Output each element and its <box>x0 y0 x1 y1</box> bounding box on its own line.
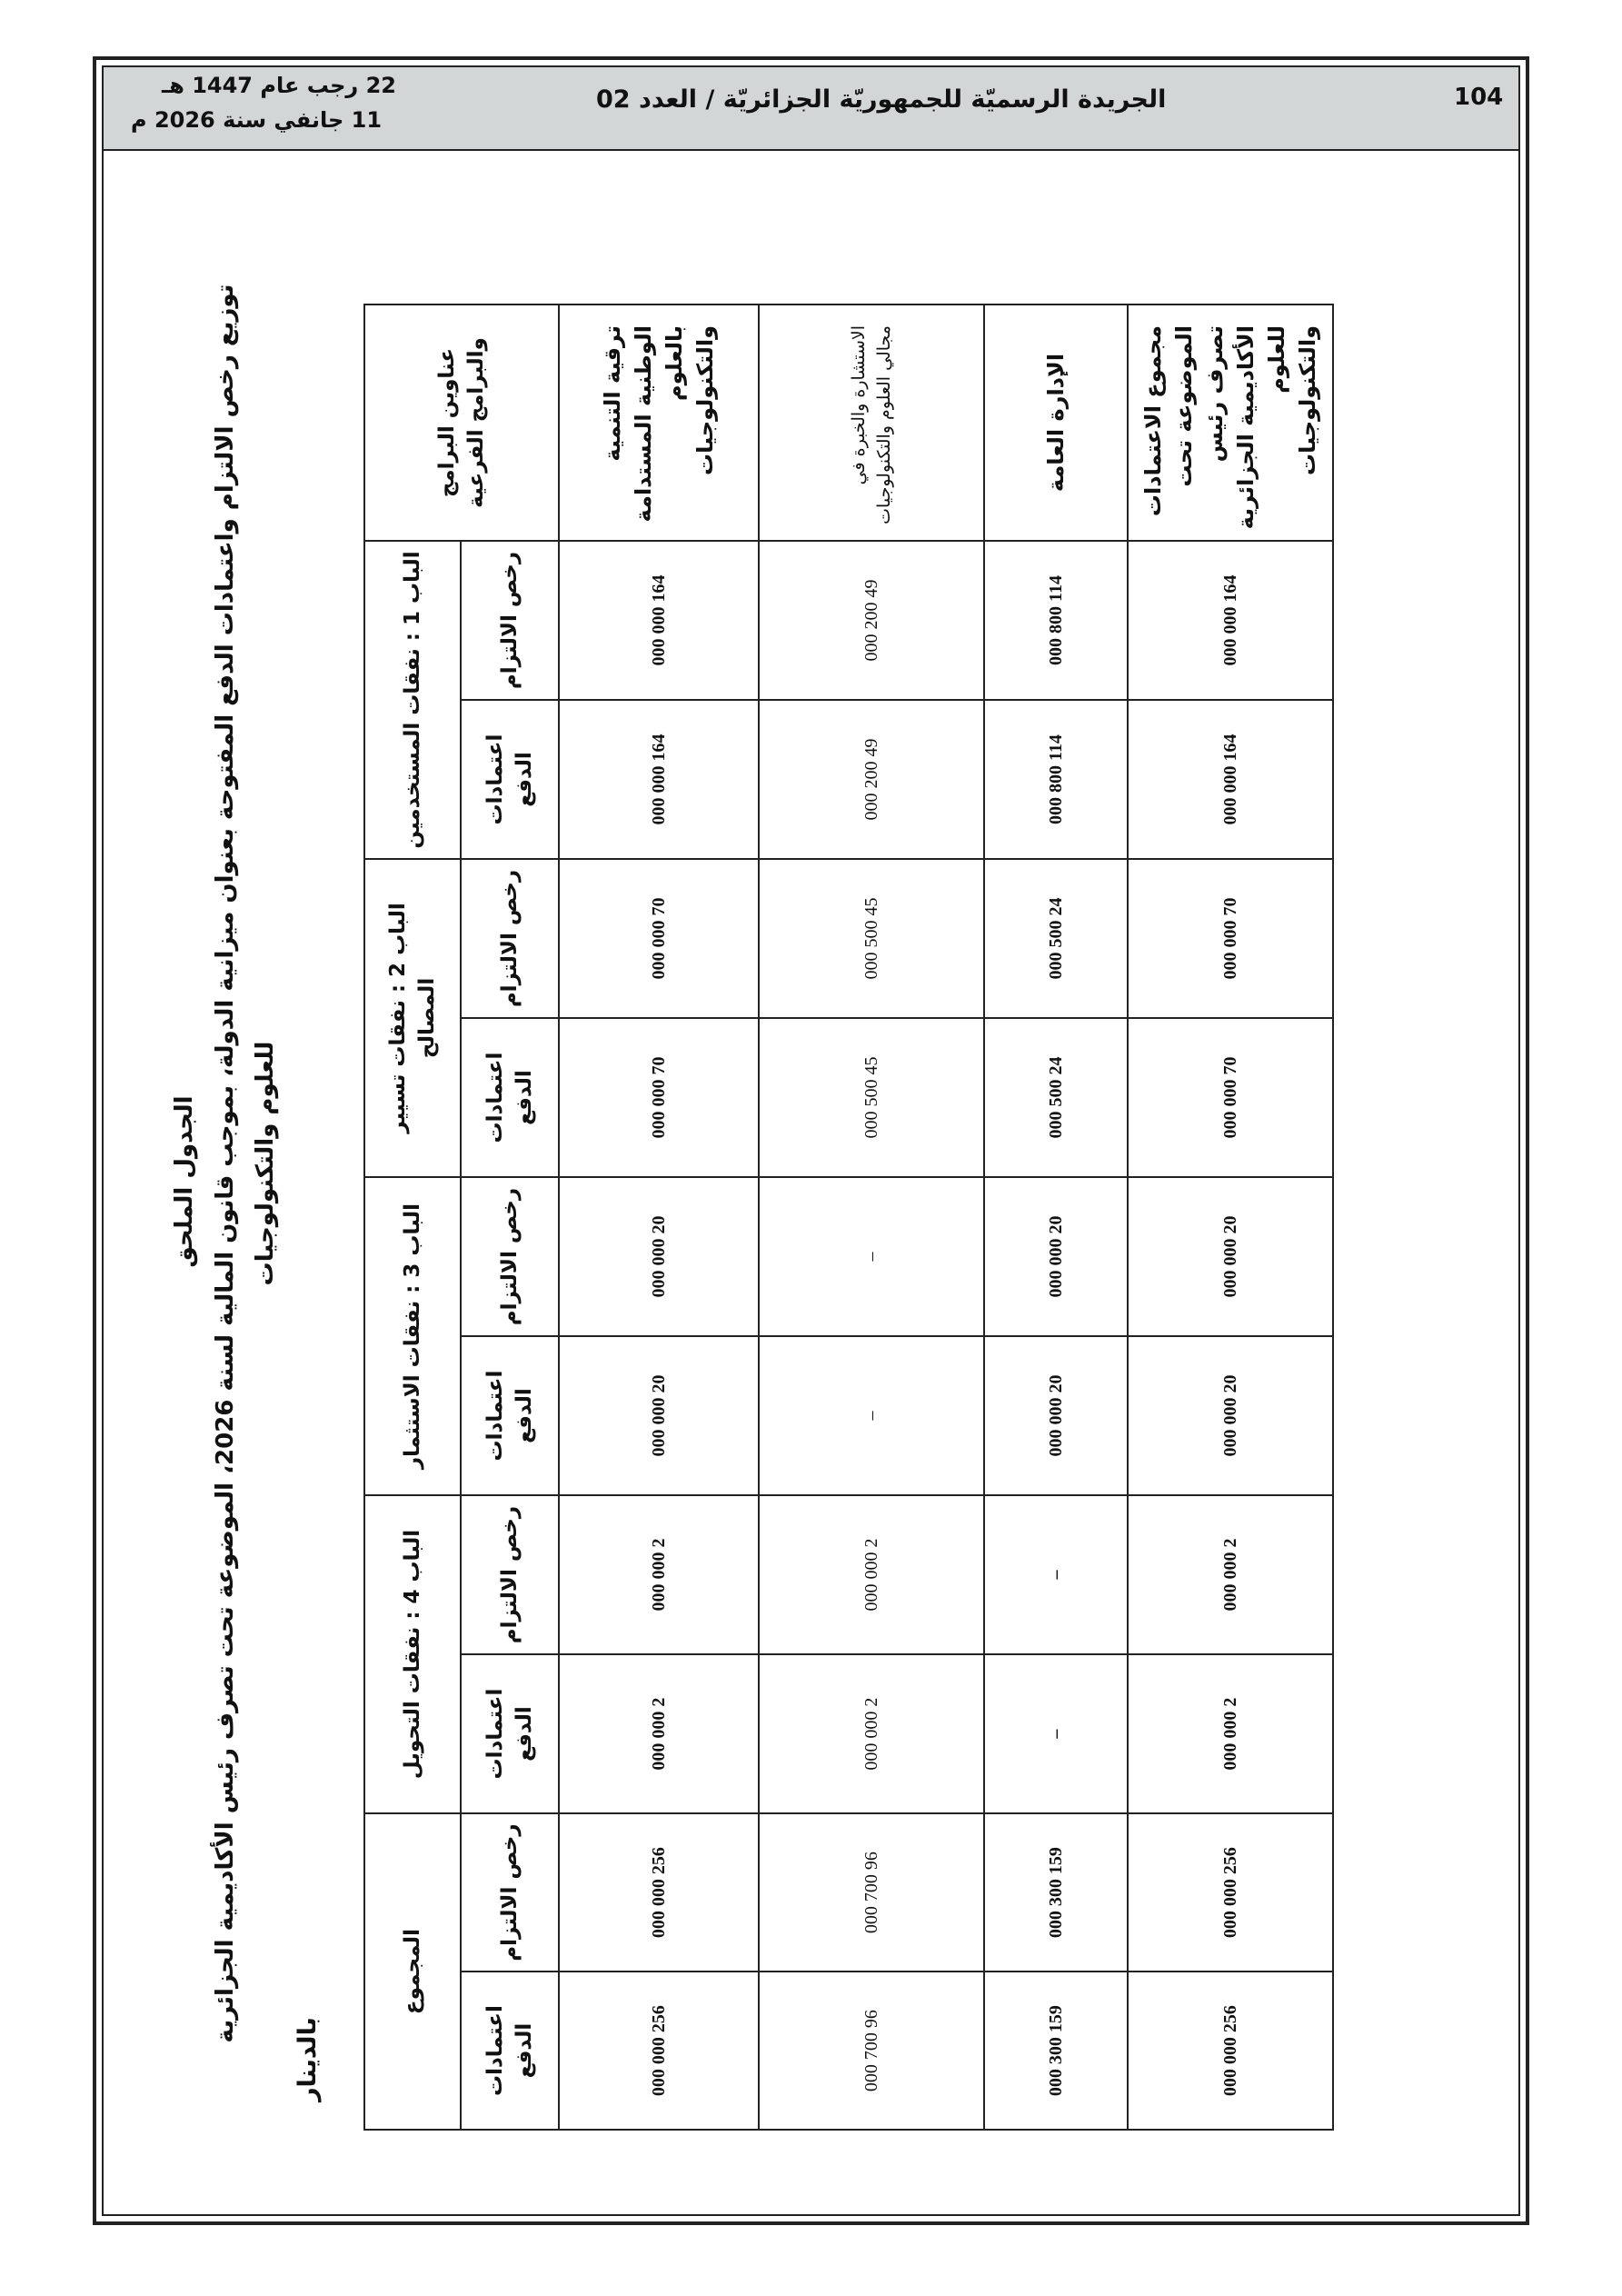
subheader-commitment: رخص الالتزام <box>461 1813 559 1972</box>
subheader-payment: اعتمادات الدفع <box>461 700 559 859</box>
subheader-commitment: رخص الالتزام <box>461 1495 559 1654</box>
table-cell: 114 800 000 <box>984 700 1128 859</box>
table-cell: 2 000 000 <box>1128 1495 1333 1654</box>
currency-unit: بالدينار <box>294 2017 322 2101</box>
table-cell: – <box>984 1495 1128 1654</box>
table-cell: 45 500 000 <box>759 859 984 1018</box>
table-cell: 20 000 000 <box>984 1177 1128 1336</box>
subheader-commitment: رخص الالتزام <box>461 859 559 1018</box>
table-cell: 70 000 000 <box>559 1018 759 1177</box>
table-cell: 256 000 000 <box>559 1813 759 1972</box>
table-subheader-row <box>461 304 559 2130</box>
annex-caption: توزيع رخص الالتزام واعتمادات الدفع المفتوحة بعنوان ميزانية الدولة، بموجب قانون المالية لسنة 2026، الموضوعة تحت تصرف رئيس الأكاديمية الجزائرية للعلوم والتكنولوجيات <box>212 284 279 2043</box>
total-label: مجموع الاعتمادات الموضوعة تحت تصرف رئيس الأكاديمية الجزائرية للعلوم والتكنولوجيات <box>1128 304 1333 541</box>
table-cell: 164 000 000 <box>1128 700 1333 859</box>
table-row <box>559 304 759 2130</box>
table-row <box>759 304 984 2130</box>
table-row-total <box>1128 304 1333 2130</box>
program-label: الإدارة العامة <box>984 304 1128 541</box>
table-cell: 2 000 000 <box>759 1495 984 1654</box>
program-header: عناوين البرامج والبرامج الفرعية <box>364 304 559 541</box>
subheader-commitment: رخص الالتزام <box>461 1177 559 1336</box>
group-header-personnel: الباب 1 : نفقات المستخدمين <box>364 541 461 859</box>
group-header-total: المجموع <box>364 1813 461 2130</box>
table-cell: 159 300 000 <box>984 1813 1128 1972</box>
journal-title: الجريدة الرسميّة للجمهوريّة الجزائريّة / العدد 02 <box>596 85 1167 114</box>
subheader-payment: اعتمادات الدفع <box>461 1972 559 2130</box>
table-cell: 20 000 000 <box>1128 1177 1333 1336</box>
table-group-header-row <box>364 304 461 2130</box>
table-cell: – <box>759 1336 984 1495</box>
table-cell: 49 200 000 <box>759 700 984 859</box>
table-cell: 96 700 000 <box>759 1813 984 1972</box>
table-cell: 70 000 000 <box>559 859 759 1018</box>
credits-table <box>363 304 1334 2131</box>
table-cell: 24 500 000 <box>984 859 1128 1018</box>
subprogram-label: الاستشارة والخبرة في مجالي العلوم والتكنولوجيات <box>759 304 984 541</box>
group-header-operations: الباب 2 : نفقات تسيير المصالح <box>364 859 461 1177</box>
table-cell: 164 000 000 <box>559 541 759 700</box>
table-cell: 164 000 000 <box>559 700 759 859</box>
table-cell: 70 000 000 <box>1128 1018 1333 1177</box>
table-cell: 159 300 000 <box>984 1972 1128 2130</box>
table-cell: 2 000 000 <box>759 1654 984 1813</box>
table-cell: 20 000 000 <box>559 1336 759 1495</box>
rotated-annex-content <box>162 182 1488 2181</box>
table-cell: 20 000 000 <box>559 1177 759 1336</box>
table-cell: 256 000 000 <box>1128 1972 1333 2130</box>
table-cell: 20 000 000 <box>1128 1336 1333 1495</box>
table-cell: – <box>759 1177 984 1336</box>
group-header-investment: الباب 3 : نفقات الاستثمار <box>364 1177 461 1495</box>
table-cell: 24 500 000 <box>984 1018 1128 1177</box>
table-cell: 20 000 000 <box>984 1336 1128 1495</box>
date-gregorian: 11 جانفي سنة 2026 م <box>131 107 383 133</box>
table-cell: 2 000 000 <box>559 1654 759 1813</box>
table-cell: – <box>984 1654 1128 1813</box>
table-cell: 2 000 000 <box>1128 1654 1333 1813</box>
subheader-payment: اعتمادات الدفع <box>461 1018 559 1177</box>
table-cell: 256 000 000 <box>559 1972 759 2130</box>
table-cell: 70 000 000 <box>1128 859 1333 1018</box>
date-hijri: 22 رجب عام 1447 هـ <box>162 73 396 98</box>
group-header-transfer: الباب 4 : نفقات التحويل <box>364 1495 461 1813</box>
table-cell: 256 000 000 <box>1128 1813 1333 1972</box>
subheader-payment: اعتمادات الدفع <box>461 1654 559 1813</box>
subheader-payment: اعتمادات الدفع <box>461 1336 559 1495</box>
table-row <box>984 304 1128 2130</box>
table-cell: 49 200 000 <box>759 541 984 700</box>
program-label: ترقية التنمية الوطنية المستدامة بالعلوم والتكنولوجيات <box>559 304 759 541</box>
subheader-commitment: رخص الالتزام <box>461 541 559 700</box>
page-number: 104 <box>1454 84 1504 111</box>
annex-title: الجدول الملحق <box>171 1095 198 1268</box>
table-cell: 164 000 000 <box>1128 541 1333 700</box>
table-cell: 96 700 000 <box>759 1972 984 2130</box>
table-cell: 2 000 000 <box>559 1495 759 1654</box>
table-cell: 114 800 000 <box>984 541 1128 700</box>
table-cell: 45 500 000 <box>759 1018 984 1177</box>
